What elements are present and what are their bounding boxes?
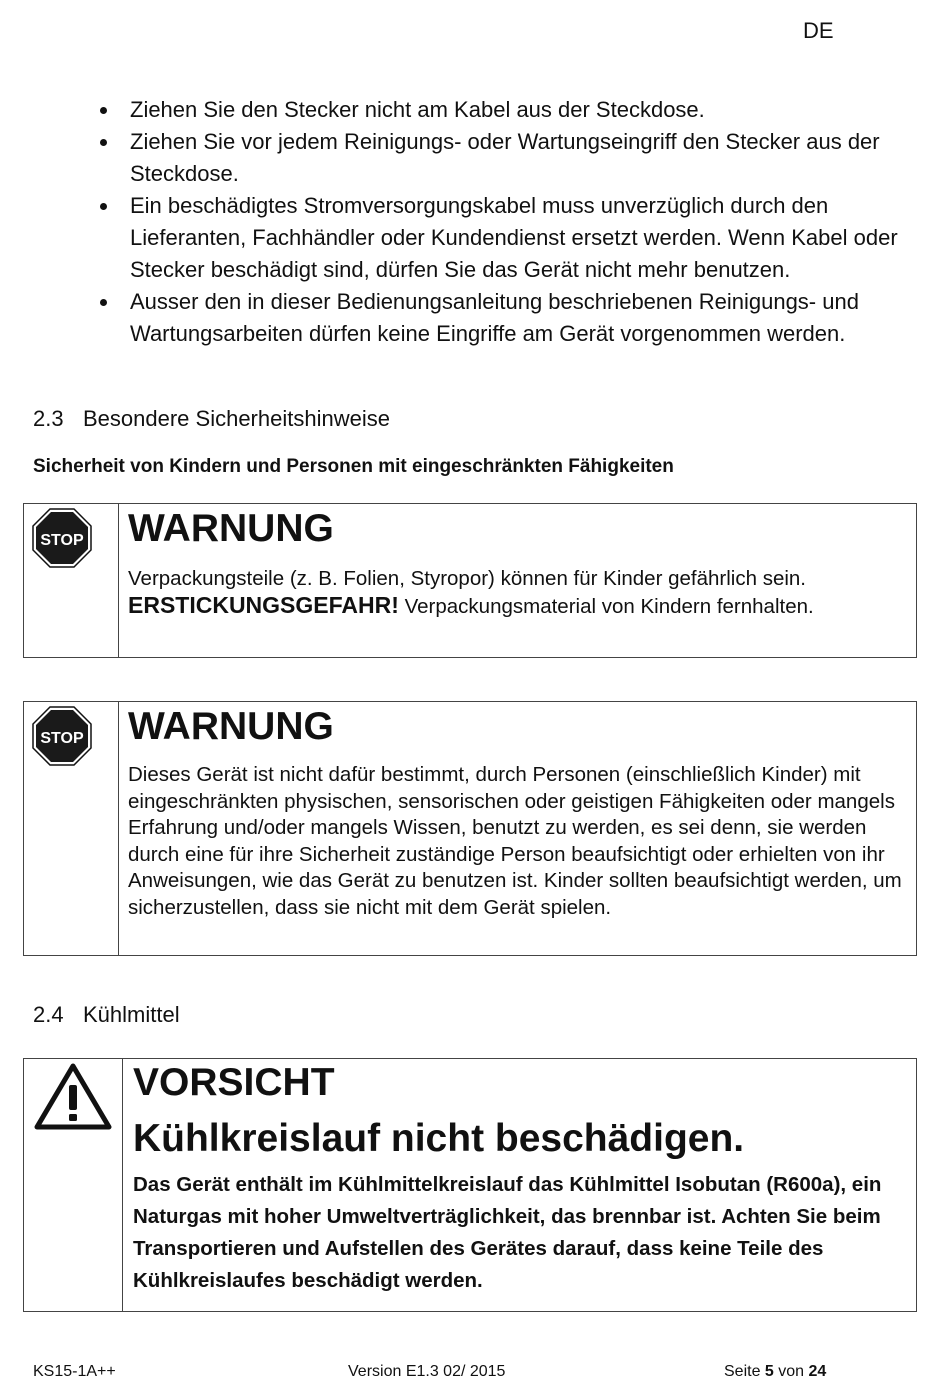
bullet-item: Ausser den in dieser Bedienungsanleitung beschriebenen Reinigungs- und Wartungsarbeiten dürfen keine Eingriffe am Gerät vorgenommen werden. xyxy=(96,286,916,350)
warning-text-tail: Verpackungsmaterial von Kindern fernhalten. xyxy=(398,595,814,618)
caution-icon-cell xyxy=(24,1059,123,1311)
caution-subtitle: Kühlkreislauf nicht beschädigen. xyxy=(133,1117,745,1160)
footer-model: KS15-1A++ xyxy=(33,1363,116,1380)
warning-title: WARNUNG xyxy=(128,705,334,748)
caution-text-cell xyxy=(123,1059,913,1311)
bullet-item: Ein beschädigtes Stromversorgungskabel muss unverzüglich durch den Lieferanten, Fachhändler oder Kundendienst ersetzt werden. Wenn Kabel oder Stecker beschädigt sind, dürfen Sie das Gerät nicht mehr benutzen. xyxy=(96,190,916,286)
stop-sign-icon xyxy=(32,508,92,568)
section-heading-2-3 xyxy=(33,406,390,432)
warning-text-cell xyxy=(119,702,909,955)
caution-title: VORSICHT xyxy=(133,1061,335,1104)
warning-text: Verpackungsteile (z. B. Folien, Styropor) können für Kinder gefährlich sein. xyxy=(128,567,806,590)
safety-bullet-list xyxy=(96,94,916,350)
footer-page-number xyxy=(724,1363,826,1381)
section-title: Kühlmittel xyxy=(83,1002,180,1027)
warning-icon-cell xyxy=(24,504,119,657)
warning-text-continued xyxy=(128,592,914,621)
caution-box-refrigerant xyxy=(23,1058,917,1312)
warning-title: WARNUNG xyxy=(128,507,334,550)
bullet-item: Ziehen Sie vor jedem Reinigungs- oder Wartungseingriff den Stecker aus der Steckdose. xyxy=(96,126,916,190)
warning-text: Dieses Gerät ist nicht dafür bestimmt, durch Personen (einschließlich Kinder) mit eingeschränkten physischen, sensorischen oder geistigen Fähigkeiten oder mangels Erfahrung und/oder mangels Wissen, benutzt zu werden, es sei denn, sie werden durch eine für ihre Sicherheit zuständige Person beaufsichtigt oder erhielten von ihr Anweisungen, wie das Gerät zu benutzen ist. Kinder sollten beaufsichtigt werden, um sicherzustellen, dass sie nicht mit dem Gerät spielen. xyxy=(128,763,902,919)
svg-text:STOP: STOP xyxy=(40,532,84,549)
language-code: DE xyxy=(803,18,834,43)
section-number: 2.4 xyxy=(33,1002,64,1027)
caution-text: Das Gerät enthält im Kühlmittelkreislauf das Kühlmittel Isobutan (R600a), ein Naturgas mit hoher Umweltverträglichkeit, das brennbar ist. Achten Sie beim Transportieren und Aufstellen des Gerätes darauf, dass keine Teile des Kühlkreislaufes beschädigt werden. xyxy=(133,1173,882,1292)
footer-version: Version E1.3 02/ 2015 xyxy=(348,1363,506,1380)
page-prefix: Seite xyxy=(724,1363,765,1380)
page-current: 5 xyxy=(764,1363,774,1380)
bullet-item: Ziehen Sie den Stecker nicht am Kabel aus der Steckdose. xyxy=(96,94,916,126)
warning-emphasis: ERSTICKUNGSGEFAHR! xyxy=(128,592,399,618)
warning-box-persons xyxy=(23,701,917,956)
warning-text-cell xyxy=(119,504,914,657)
page-middle: von xyxy=(773,1363,809,1380)
page-total: 24 xyxy=(808,1363,827,1380)
section-title: Besondere Sicherheitshinweise xyxy=(83,406,390,431)
section-number: 2.3 xyxy=(33,406,64,431)
warning-triangle-icon xyxy=(34,1063,112,1131)
warning-icon-cell xyxy=(24,702,119,955)
warning-box-packaging xyxy=(23,503,917,658)
svg-text:STOP: STOP xyxy=(40,730,84,747)
section-heading-2-4 xyxy=(33,1002,180,1028)
section-subtitle: Sicherheit von Kindern und Personen mit eingeschränkten Fähigkeiten xyxy=(33,456,674,477)
stop-sign-icon xyxy=(32,706,92,766)
